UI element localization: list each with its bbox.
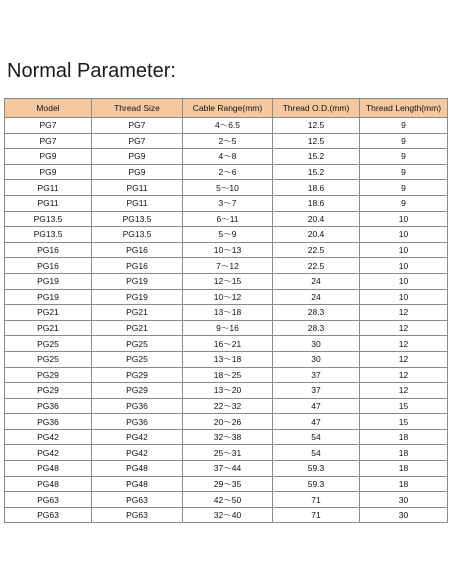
cell-thread-size: PG25 xyxy=(92,336,183,352)
table-row xyxy=(5,195,448,211)
table-row xyxy=(5,305,448,321)
cell-thread-length: 10 xyxy=(360,242,448,258)
cell-thread-size: PG29 xyxy=(92,367,183,383)
table-row xyxy=(5,164,448,180)
cell-thread-od: 47 xyxy=(273,414,360,430)
cell-model: PG63 xyxy=(5,507,92,523)
cell-model: PG19 xyxy=(5,273,92,289)
cell-model: PG16 xyxy=(5,242,92,258)
cell-thread-length: 12 xyxy=(360,351,448,367)
cell-thread-od: 59.3 xyxy=(273,461,360,477)
cell-model: PG7 xyxy=(5,118,92,134)
cell-thread-od: 54 xyxy=(273,445,360,461)
cell-model: PG25 xyxy=(5,336,92,352)
cell-model: PG63 xyxy=(5,492,92,508)
table-row xyxy=(5,398,448,414)
cell-cable-range: 13～18 xyxy=(183,305,273,321)
cell-thread-length: 18 xyxy=(360,445,448,461)
cell-thread-length: 9 xyxy=(360,195,448,211)
cell-thread-size: PG19 xyxy=(92,273,183,289)
table-header-row xyxy=(5,99,448,118)
cell-model: PG25 xyxy=(5,351,92,367)
table-row xyxy=(5,492,448,508)
header-cable-range: Cable Range(mm) xyxy=(183,99,273,118)
cell-thread-size: PG13.5 xyxy=(92,227,183,243)
cell-thread-od: 37 xyxy=(273,367,360,383)
table-row xyxy=(5,211,448,227)
parameter-table xyxy=(4,98,448,523)
cell-model: PG48 xyxy=(5,461,92,477)
cell-thread-od: 30 xyxy=(273,351,360,367)
table-row xyxy=(5,258,448,274)
cell-thread-size: PG9 xyxy=(92,149,183,165)
cell-thread-od: 15.2 xyxy=(273,149,360,165)
cell-thread-size: PG42 xyxy=(92,445,183,461)
table-body xyxy=(5,118,448,523)
cell-thread-size: PG42 xyxy=(92,429,183,445)
cell-thread-length: 12 xyxy=(360,367,448,383)
cell-thread-size: PG21 xyxy=(92,320,183,336)
cell-thread-size: PG7 xyxy=(92,118,183,134)
page-title: Normal Parameter: xyxy=(7,60,176,82)
cell-thread-length: 18 xyxy=(360,429,448,445)
cell-cable-range: 37～44 xyxy=(183,461,273,477)
table-row xyxy=(5,242,448,258)
table-row xyxy=(5,429,448,445)
cell-thread-size: PG63 xyxy=(92,492,183,508)
cell-thread-od: 12.5 xyxy=(273,118,360,134)
table-row xyxy=(5,414,448,430)
cell-model: PG42 xyxy=(5,445,92,461)
header-thread-size: Thread Size xyxy=(92,99,183,118)
cell-thread-od: 24 xyxy=(273,273,360,289)
cell-thread-length: 30 xyxy=(360,507,448,523)
table-row xyxy=(5,367,448,383)
cell-cable-range: 4～8 xyxy=(183,149,273,165)
cell-thread-length: 12 xyxy=(360,336,448,352)
cell-thread-length: 12 xyxy=(360,320,448,336)
header-thread-length: Thread Length(mm) xyxy=(360,99,448,118)
cell-thread-od: 20.4 xyxy=(273,227,360,243)
cell-thread-size: PG36 xyxy=(92,414,183,430)
cell-thread-size: PG48 xyxy=(92,476,183,492)
cell-thread-length: 10 xyxy=(360,273,448,289)
cell-thread-length: 15 xyxy=(360,398,448,414)
cell-thread-od: 22.5 xyxy=(273,242,360,258)
cell-thread-size: PG29 xyxy=(92,383,183,399)
cell-thread-size: PG36 xyxy=(92,398,183,414)
cell-thread-length: 18 xyxy=(360,476,448,492)
cell-model: PG7 xyxy=(5,133,92,149)
cell-cable-range: 16～21 xyxy=(183,336,273,352)
table-row xyxy=(5,133,448,149)
cell-cable-range: 4～6.5 xyxy=(183,118,273,134)
cell-cable-range: 13～18 xyxy=(183,351,273,367)
cell-thread-od: 37 xyxy=(273,383,360,399)
table-row xyxy=(5,445,448,461)
cell-model: PG11 xyxy=(5,180,92,196)
cell-cable-range: 2～5 xyxy=(183,133,273,149)
cell-thread-size: PG16 xyxy=(92,242,183,258)
cell-model: PG21 xyxy=(5,305,92,321)
cell-thread-length: 30 xyxy=(360,492,448,508)
cell-thread-length: 18 xyxy=(360,461,448,477)
cell-thread-size: PG16 xyxy=(92,258,183,274)
cell-thread-length: 12 xyxy=(360,305,448,321)
cell-cable-range: 7～12 xyxy=(183,258,273,274)
cell-cable-range: 42～50 xyxy=(183,492,273,508)
table-row xyxy=(5,149,448,165)
cell-thread-od: 71 xyxy=(273,507,360,523)
cell-thread-od: 71 xyxy=(273,492,360,508)
header-thread-od: Thread O.D.(mm) xyxy=(273,99,360,118)
cell-model: PG13.5 xyxy=(5,211,92,227)
cell-model: PG48 xyxy=(5,476,92,492)
cell-cable-range: 10～12 xyxy=(183,289,273,305)
table-row xyxy=(5,273,448,289)
cell-cable-range: 3～7 xyxy=(183,195,273,211)
cell-model: PG11 xyxy=(5,195,92,211)
cell-thread-od: 20.4 xyxy=(273,211,360,227)
cell-model: PG16 xyxy=(5,258,92,274)
cell-cable-range: 22～32 xyxy=(183,398,273,414)
cell-cable-range: 10～13 xyxy=(183,242,273,258)
cell-cable-range: 32～38 xyxy=(183,429,273,445)
table-row xyxy=(5,507,448,523)
cell-thread-length: 9 xyxy=(360,149,448,165)
table-row xyxy=(5,461,448,477)
cell-cable-range: 5～10 xyxy=(183,180,273,196)
cell-thread-size: PG25 xyxy=(92,351,183,367)
cell-thread-size: PG13.5 xyxy=(92,211,183,227)
table-row xyxy=(5,320,448,336)
cell-thread-length: 10 xyxy=(360,227,448,243)
cell-thread-od: 28.3 xyxy=(273,305,360,321)
cell-cable-range: 5～9 xyxy=(183,227,273,243)
cell-thread-length: 10 xyxy=(360,258,448,274)
cell-cable-range: 20～26 xyxy=(183,414,273,430)
table-row xyxy=(5,180,448,196)
table-row xyxy=(5,227,448,243)
cell-thread-od: 15.2 xyxy=(273,164,360,180)
table-row xyxy=(5,289,448,305)
cell-model: PG42 xyxy=(5,429,92,445)
cell-thread-od: 12.5 xyxy=(273,133,360,149)
cell-thread-size: PG21 xyxy=(92,305,183,321)
cell-model: PG29 xyxy=(5,367,92,383)
cell-thread-od: 47 xyxy=(273,398,360,414)
cell-cable-range: 6～11 xyxy=(183,211,273,227)
cell-thread-od: 54 xyxy=(273,429,360,445)
cell-model: PG36 xyxy=(5,398,92,414)
cell-cable-range: 9～16 xyxy=(183,320,273,336)
cell-model: PG36 xyxy=(5,414,92,430)
cell-model: PG19 xyxy=(5,289,92,305)
cell-thread-length: 15 xyxy=(360,414,448,430)
cell-cable-range: 32～40 xyxy=(183,507,273,523)
cell-thread-size: PG11 xyxy=(92,195,183,211)
cell-cable-range: 18～25 xyxy=(183,367,273,383)
cell-thread-length: 10 xyxy=(360,211,448,227)
cell-thread-length: 9 xyxy=(360,164,448,180)
cell-thread-length: 10 xyxy=(360,289,448,305)
cell-thread-size: PG63 xyxy=(92,507,183,523)
table-row xyxy=(5,336,448,352)
cell-thread-length: 9 xyxy=(360,180,448,196)
cell-thread-size: PG11 xyxy=(92,180,183,196)
cell-model: PG21 xyxy=(5,320,92,336)
cell-model: PG9 xyxy=(5,149,92,165)
cell-thread-od: 28.3 xyxy=(273,320,360,336)
cell-thread-od: 18.6 xyxy=(273,195,360,211)
cell-thread-size: PG19 xyxy=(92,289,183,305)
cell-thread-length: 12 xyxy=(360,383,448,399)
table-row xyxy=(5,476,448,492)
cell-thread-od: 22.5 xyxy=(273,258,360,274)
cell-model: PG13.5 xyxy=(5,227,92,243)
table-row xyxy=(5,351,448,367)
cell-thread-size: PG7 xyxy=(92,133,183,149)
cell-thread-od: 59.3 xyxy=(273,476,360,492)
table-row xyxy=(5,118,448,134)
cell-model: PG29 xyxy=(5,383,92,399)
cell-cable-range: 13～20 xyxy=(183,383,273,399)
table-row xyxy=(5,383,448,399)
cell-thread-length: 9 xyxy=(360,133,448,149)
cell-thread-size: PG48 xyxy=(92,461,183,477)
cell-thread-size: PG9 xyxy=(92,164,183,180)
cell-model: PG9 xyxy=(5,164,92,180)
cell-thread-length: 9 xyxy=(360,118,448,134)
cell-cable-range: 25～31 xyxy=(183,445,273,461)
cell-thread-od: 30 xyxy=(273,336,360,352)
cell-cable-range: 12～15 xyxy=(183,273,273,289)
cell-cable-range: 2～6 xyxy=(183,164,273,180)
header-model: Model xyxy=(5,99,92,118)
cell-thread-od: 24 xyxy=(273,289,360,305)
cell-thread-od: 18.6 xyxy=(273,180,360,196)
cell-cable-range: 29～35 xyxy=(183,476,273,492)
